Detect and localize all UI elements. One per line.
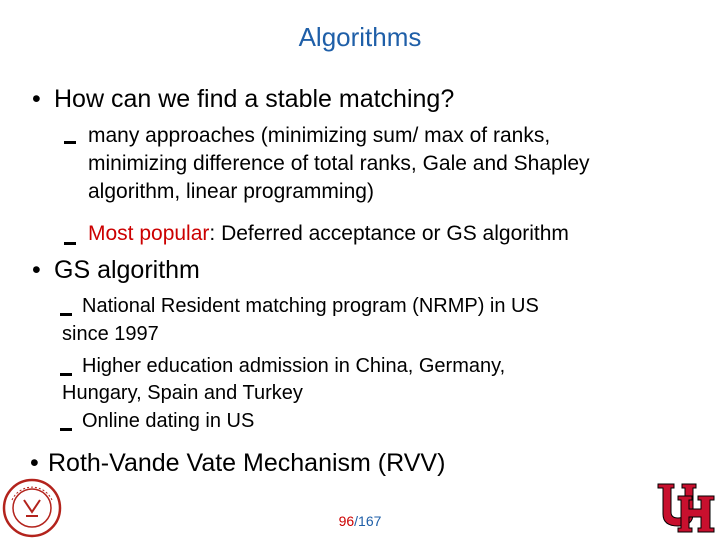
page-current: 96 [338,513,355,529]
bullet-text: Roth-Vande Vate Mechanism (RVV) [48,449,446,477]
sub-bullet-higher-ed-cont: Hungary, Spain and Turkey [62,382,303,404]
dash-marker [60,373,72,376]
peking-university-seal-icon [2,478,62,538]
page-total: 167 [358,513,382,529]
sub-bullet-text: : Deferred acceptance or GS algorithm [209,222,569,245]
page-number [0,513,720,529]
bullet-text: GS algorithm [54,256,200,284]
dash-marker [64,141,76,144]
sub-bullet-nrmp-cont: since 1997 [62,323,159,345]
line: many approaches (minimizing sum/ max of ranks, [88,124,551,147]
dash-marker [60,428,72,431]
bullet-gs-algorithm [32,256,200,285]
bullet-dot: • [30,449,39,477]
bullet-dot: • [32,85,41,113]
sub-bullet-online-dating: Online dating in US [82,410,255,432]
bullet-text: How can we find a stable matching? [54,85,455,113]
bullet-rvv [30,449,445,478]
page-separator: / [354,513,359,529]
slide-title: Algorithms [298,22,422,52]
line: minimizing difference of total ranks, Gale and Shapley [88,152,590,175]
sub-bullet-approaches [88,122,590,206]
highlight-text: Most popular [88,222,210,245]
sub-bullet-higher-ed: Higher education admission in China, Germany, [82,355,506,377]
bullet-dot: • [32,256,41,284]
sub-bullet-most-popular [88,220,569,248]
bullet-stable-matching [32,85,454,114]
line: algorithm, linear programming) [88,180,374,203]
dash-marker [60,313,72,316]
university-of-houston-logo-icon [654,478,718,538]
sub-bullet-nrmp: National Resident matching program (NRMP) in US [82,295,539,317]
dash-marker [64,242,76,245]
